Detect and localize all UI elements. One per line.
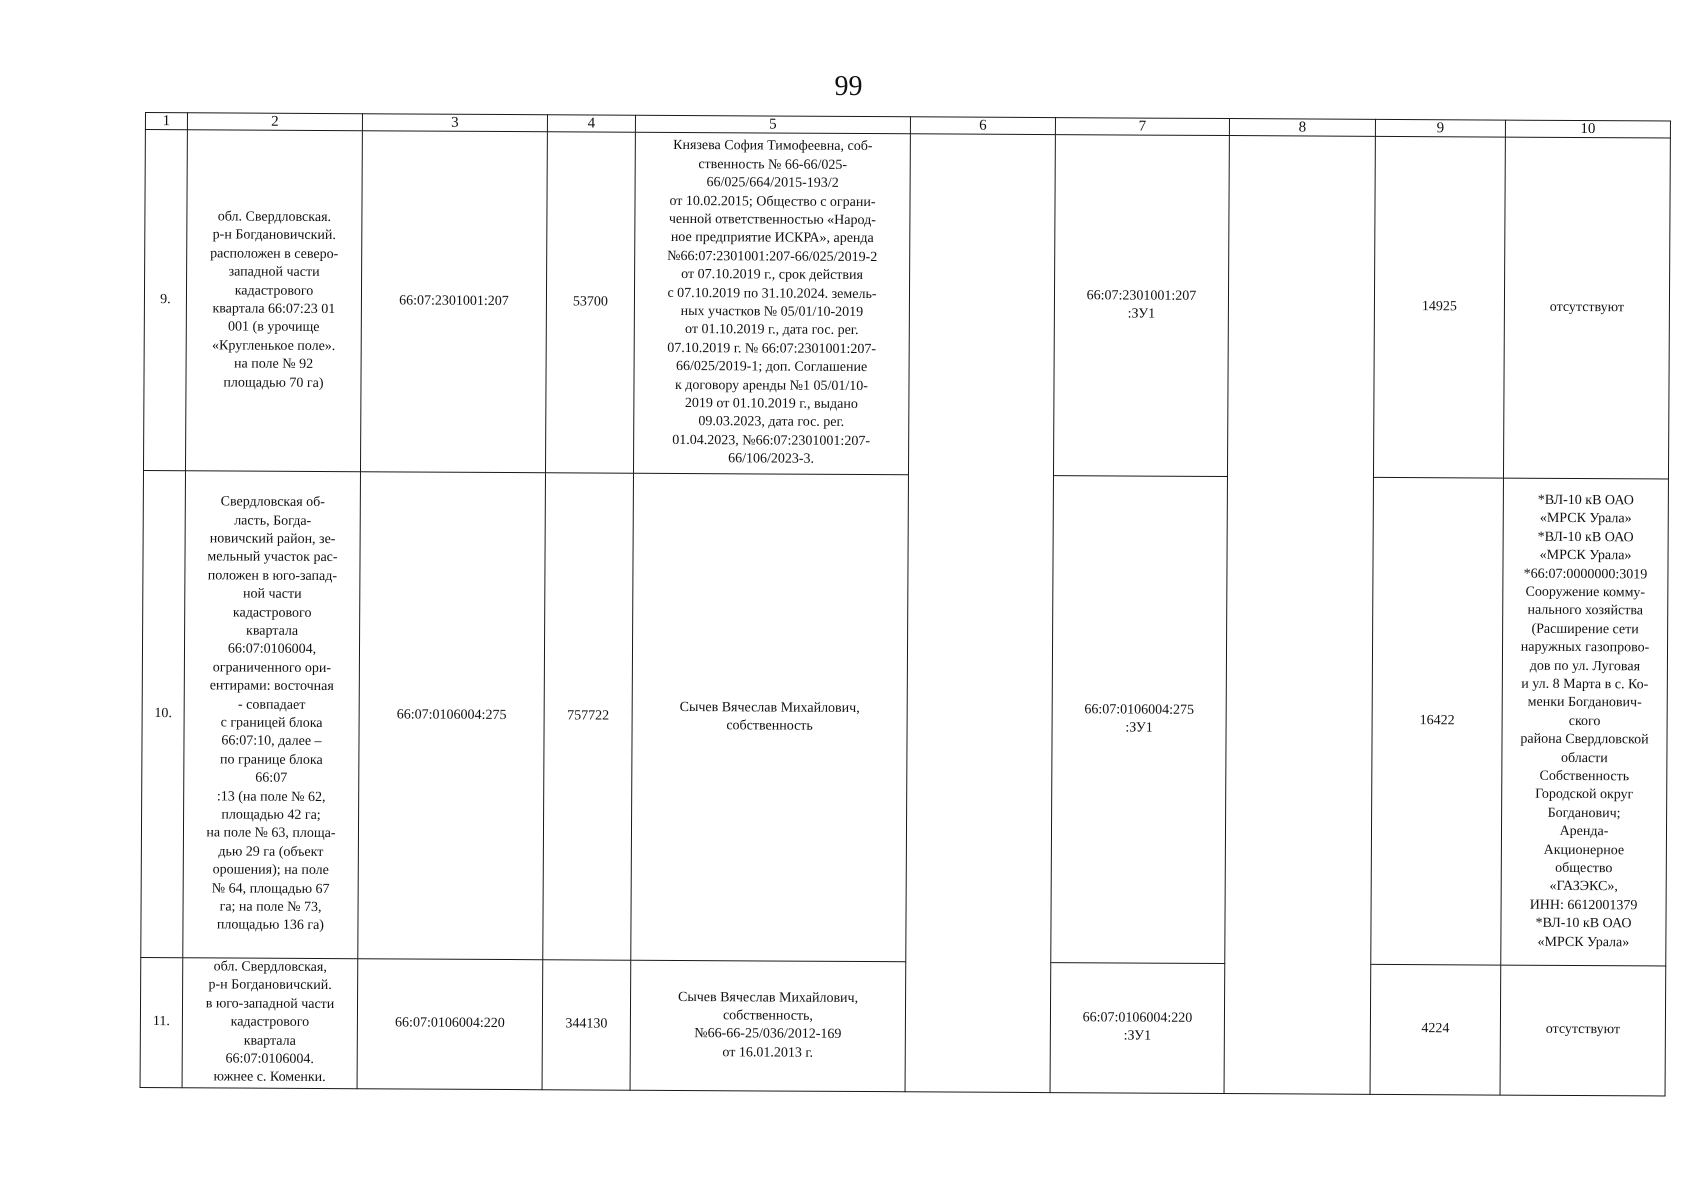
plot-area: 757722 xyxy=(543,473,634,960)
column-header: 2 xyxy=(187,113,362,131)
column-8-empty-cell xyxy=(1224,136,1375,1095)
row-number: 10. xyxy=(141,470,186,957)
column-header: 5 xyxy=(635,115,910,134)
column-6-empty-cell xyxy=(905,134,1055,1093)
cadastral-number: 66:07:0106004:275 xyxy=(358,472,546,960)
row-number: 9. xyxy=(143,130,187,471)
plot-part-id: 66:07:0106004:220 :ЗУ1 xyxy=(1050,963,1225,1094)
column-header: 1 xyxy=(145,113,187,130)
plot-part-area: 4224 xyxy=(1370,964,1501,1095)
location-description: Свердловская об- ласть, Богда- новичский район, зе- мельный участок рас- положен в юго-запад- ной части кадастрового квартала 66:07:0106004, ограниченного ори- ентирами: восточная - совпадает с границей блока 66:07:10, далее – по границе блока 66:07 :13 (на поле № 62, площадью 42 га; на поле № 63, площа- дью 29 га (объект орошения); на поле № 64, площадью 67 га; на поле № 73, площадью 136 га) xyxy=(183,471,361,959)
plot-part-area: 14925 xyxy=(1373,136,1505,478)
encumbrances: отсутствуют xyxy=(1500,965,1666,1096)
table-row xyxy=(141,470,1669,966)
cadastral-number: 66:07:0106004:220 xyxy=(357,959,543,1090)
column-header: 10 xyxy=(1505,120,1670,138)
plot-area: 344130 xyxy=(542,960,631,1090)
column-header: 6 xyxy=(910,117,1055,135)
column-header: 8 xyxy=(1229,119,1375,137)
page-number: 99 xyxy=(834,71,863,102)
column-header: 3 xyxy=(362,114,547,132)
location-description: обл. Свердловская. р-н Богдановичский. расположен в северо- западной части кадастрового квартала 66:07:23 01 001 (в урочище «Кругленькое поле». на поле № 92 площадью 70 га) xyxy=(185,130,362,472)
rights-holder: Князева София Тимофеевна, соб- ственность № 66-66/025- 66/025/664/2015-193/2 от 10.02.2015; Общество с ограни- ченной ответственностью «Народ- ное предприятие ИСКРА», аренда №66:07:2301001:207-66/025/2019-2 от 07.10.2019 г., срок действия с 07.10.2019 по 31.10.2024. земель- ных участков № 05/01/10-2019 от 01.10.2019 г., дата гос. рег. 07.10.2019 г. № 66:07:2301001:207- 66/025/2019-1; доп. Соглашение к договору аренды №1 05/01/10- 2019 от 01.10.2019 г., выдано 09.03.2023, дата гос. рег. 01.04.2023, №66:07:2301001:207- 66/106/2023-3. xyxy=(633,132,910,475)
table-row xyxy=(140,957,1666,1095)
cadastral-number: 66:07:2301001:207 xyxy=(360,131,547,473)
plot-area: 53700 xyxy=(545,132,635,473)
plot-part-id: 66:07:0106004:275 :ЗУ1 xyxy=(1051,476,1228,964)
row-number: 11. xyxy=(140,957,183,1087)
encumbrances: отсутствуют xyxy=(1503,137,1670,479)
table-row xyxy=(143,130,1670,480)
plot-part-area: 16422 xyxy=(1371,477,1504,965)
location-description: обл. Свердловская, р-н Богдановичский. в юго-западной части кадастрового квартала 66:07:0106004. южнее с. Коменки. xyxy=(182,958,358,1089)
encumbrances: *ВЛ-10 кВ ОАО «МРСК Урала» *ВЛ-10 кВ ОАО «МРСК Урала» *66:07:0000000:3019 Сооружение комму- нального хозяйства (Расширение сети наружных газопрово- дов по ул. Луговая и ул. 8 Марта в с. Ко- менки Богданович- ского района Свердловской области Собственность Городской округ Богданович; Аренда- Акционерное общество «ГАЗЭКС», ИНН: 6612001379 *ВЛ-10 кВ ОАО «МРСК Урала» xyxy=(1501,478,1669,966)
rights-holder: Сычев Вячеслав Михайлович, собственность, №66-66-25/036/2012-169 от 16.01.2013 г. xyxy=(630,960,906,1091)
land-plots-table xyxy=(140,112,1671,1096)
plot-part-id: 66:07:2301001:207 :ЗУ1 xyxy=(1053,135,1229,477)
column-header: 9 xyxy=(1375,119,1505,137)
column-header: 7 xyxy=(1055,118,1229,136)
column-header: 4 xyxy=(547,115,635,132)
rights-holder: Сычев Вячеслав Михайлович, собственность xyxy=(631,473,909,962)
